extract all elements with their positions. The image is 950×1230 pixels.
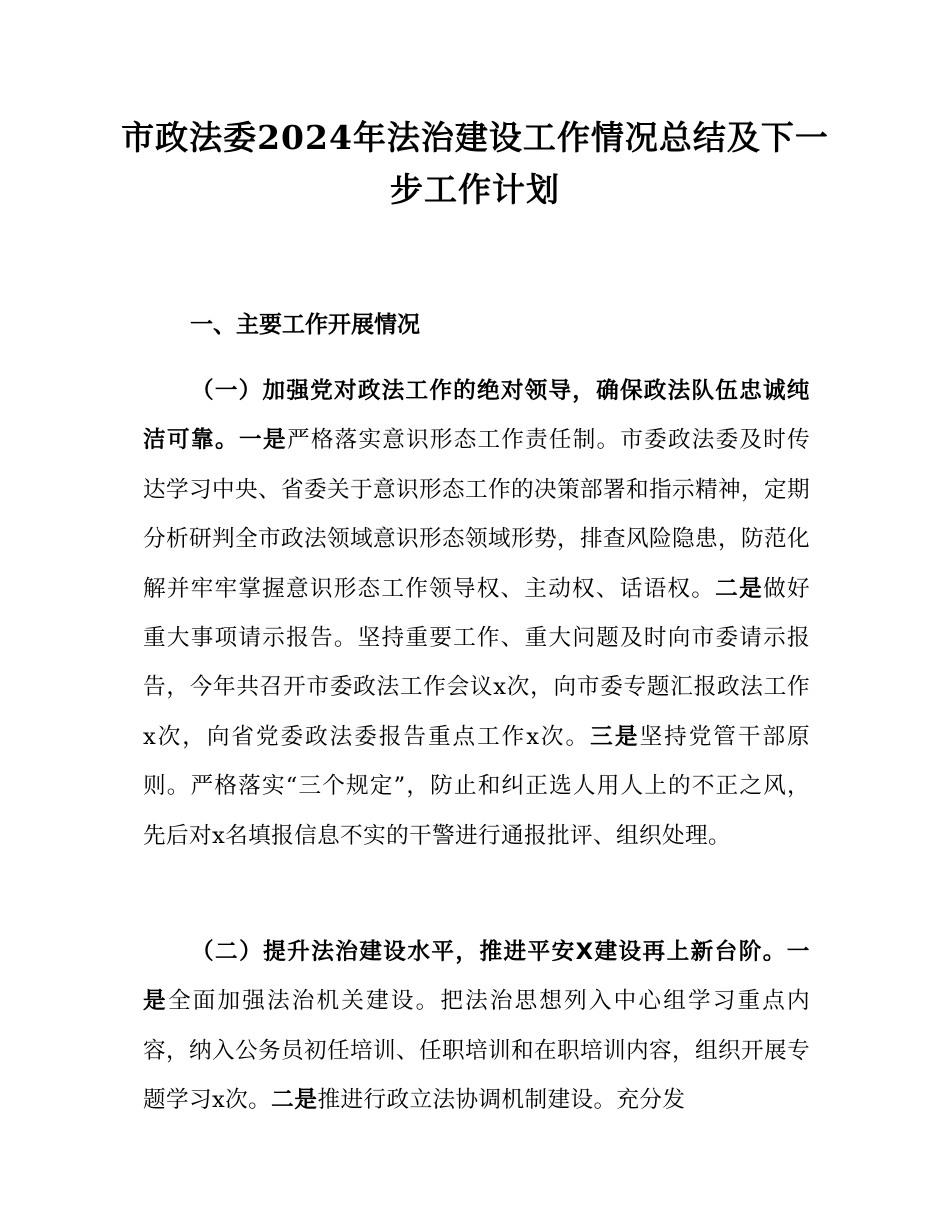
item-marker: 二是 <box>715 575 764 602</box>
item-text: 坚持党管干部原则。严格落实“三个规定”，防止和纠正选人用人上的不正之风，先后对x名填报信息不实的干警进行通报批评、组织处理。 <box>143 723 810 849</box>
document-title: 市政法委2024年法治建设工作情况总结及下一步工作计划 <box>121 118 829 209</box>
item-text: 严格落实意识形态工作责任制。市委政法委及时传达学习中央、省委关于意识形态工作的决策部署和指示精神，定期分析研判全市政法领域意识形态领域形势，排查风险隐患，防范化解并牢牢掌握意识形态工作领导权、主动权、话语权。 <box>143 427 810 602</box>
paragraph-2 <box>143 928 810 1126</box>
item-text: 做好重大事项请示报告。坚持重要工作、重大问题及时向市委请示报告，今年共召开市委政法工作会议x次，向市委专题汇报政法工作x次，向省党委政法委报告重点工作x次。 <box>143 575 810 750</box>
section-heading: 一、主要工作开展情况 <box>190 312 420 338</box>
paragraph-heading: （二）提升法治建设水平，推进平安X建设再上新台阶。 <box>191 939 787 965</box>
item-marker: 三是 <box>590 723 640 750</box>
item-text: 推进行政立法协调机制建设。充分发 <box>317 1087 686 1114</box>
item-marker: 一是 <box>143 939 810 1015</box>
item-text: 全面加强法治机关建设。把法治思想列入中心组学习重点内容，纳入公务员初任培训、任职培训和在职培训内容，组织开展专题学习x次。 <box>143 988 810 1114</box>
item-marker: 一是 <box>239 427 288 454</box>
item-marker: 二是 <box>271 1087 318 1114</box>
paragraph-heading: （一）加强党对政法工作的绝对领导，确保政法队伍忠诚纯洁可靠。 <box>143 378 810 454</box>
paragraph-1 <box>143 367 810 861</box>
